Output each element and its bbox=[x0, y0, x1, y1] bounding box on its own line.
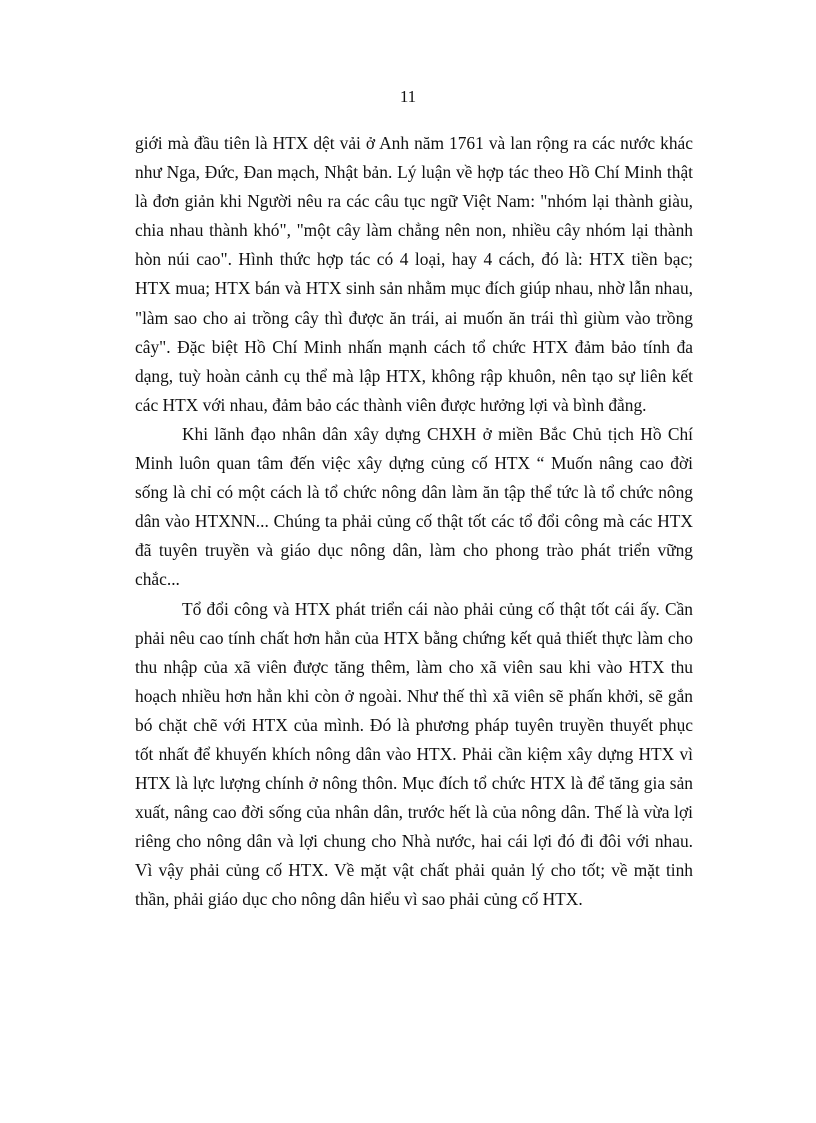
paragraph-1: giới mà đầu tiên là HTX dệt vải ở Anh năm 1761 và lan rộng ra các nước khác như Nga, Đức, Đan mạch, Nhật bản. Lý luận về hợp tác theo Hồ Chí Minh thật là đơn giản khi Người nêu ra các câu tục ngữ Việt Nam: "nhóm lại thành giàu, chia nhau thành khó", "một cây làm chẳng nên non, nhiều cây nhóm lại thành hòn núi cao". Hình thức hợp tác có 4 loại, hay 4 cách, đó là: HTX tiền bạc; HTX mua; HTX bán và HTX sinh sản nhằm mục đích giúp nhau, nhờ lẫn nhau, "làm sao cho ai trồng cây thì được ăn trái, ai muốn ăn trái thì giùm vào trồng cây". Đặc biệt Hồ Chí Minh nhấn mạnh cách tổ chức HTX đảm bảo tính đa dạng, tuỳ hoàn cảnh cụ thể mà lập HTX, không rập khuôn, nên tạo sự liên kết các HTX với nhau, đảm bảo các thành viên được hưởng lợi và bình đẳng. bbox=[135, 133, 693, 415]
paragraph-2: Khi lãnh đạo nhân dân xây dựng CHXH ở miền Bắc Chủ tịch Hồ Chí Minh luôn quan tâm đến việc xây dựng củng cố HTX “ Muốn nâng cao đời sống là chỉ có một cách là tổ chức nông dân làm ăn tập thể tức là tổ chức nông dân vào HTXNN... Chúng ta phải củng cố thật tốt các tổ đổi công mà các HTX đã tuyên truyền và giáo dục nông dân, làm cho phong trào phát triển vững chắc... bbox=[135, 423, 693, 590]
page-number: 11 bbox=[399, 87, 417, 106]
body-text bbox=[135, 129, 693, 915]
paragraph-3: Tổ đổi công và HTX phát triển cái nào phải củng cố thật tốt cái ấy. Cần phải nêu cao tính chất hơn hẳn của HTX bằng chứng kết quả thiết thực làm cho thu nhập của xã viên được tăng thêm, làm cho xã viên sau khi vào HTX thu hoạch nhiều hơn hẳn khi còn ở ngoài. Như thế thì xã viên sẽ phấn khởi, sẽ gắn bó chặt chẽ với HTX của mình. Đó là phương pháp tuyên truyền thuyết phục tốt nhất để khuyến khích nông dân vào HTX. Phải cần kiệm xây dựng HTX vì HTX là lực lượng chính ở nông thôn. Mục đích tổ chức HTX là để tăng gia sản xuất, nâng cao đời sống của nhân dân, trước hết là của nông dân. Thế là vừa lợi riêng cho nông dân và lợi chung cho Nhà nước, hai cái lợi đó đi đôi với nhau. Vì vậy phải củng cố HTX. Về mặt vật chất phải quản lý cho tốt; về mặt tinh thần, phải giáo dục cho nông dân hiểu vì sao phải củng cố HTX. bbox=[135, 598, 693, 910]
